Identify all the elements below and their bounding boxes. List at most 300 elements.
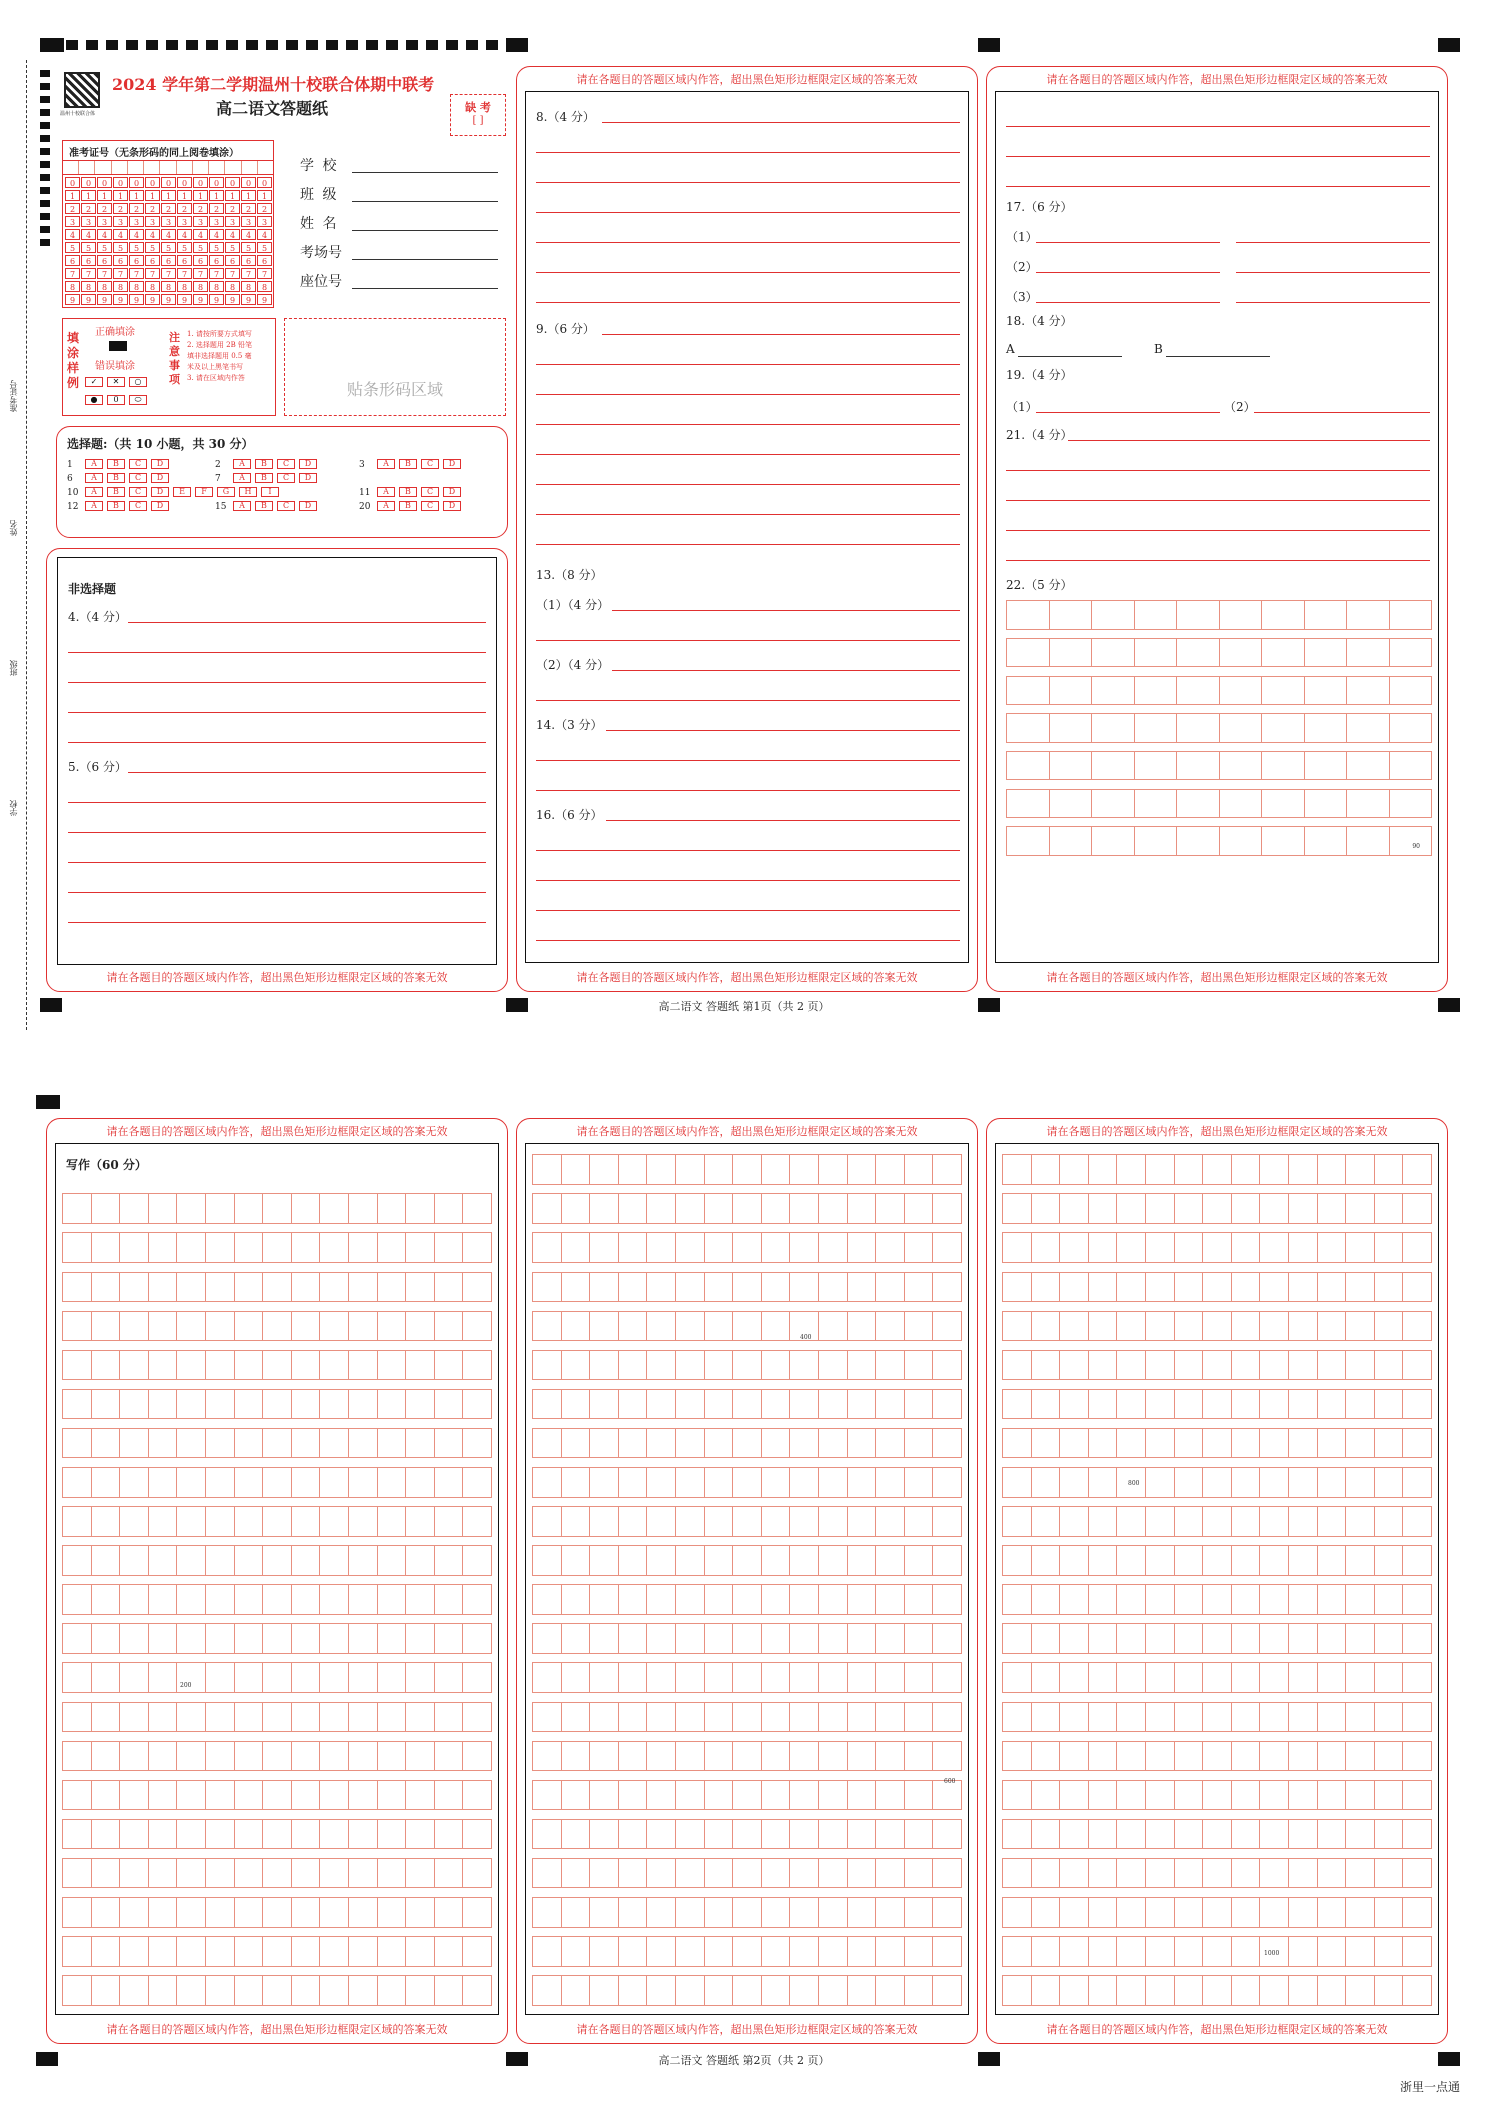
grid-cell[interactable]: [177, 1623, 206, 1653]
grid-cell[interactable]: [905, 1272, 934, 1302]
grid-cell[interactable]: [1032, 1232, 1061, 1262]
grid-cell[interactable]: [819, 1623, 848, 1653]
grid-cell[interactable]: [1175, 1819, 1204, 1849]
grid-cell[interactable]: [406, 1428, 435, 1458]
grid-cell[interactable]: [933, 1311, 962, 1341]
ticket-digit-bubble[interactable]: 6: [257, 255, 272, 266]
ticket-digit-bubble[interactable]: 5: [161, 242, 176, 253]
grid-cell[interactable]: [435, 1702, 464, 1732]
grid-cell[interactable]: [705, 1741, 734, 1771]
choice-option-bubble[interactable]: A: [233, 501, 251, 511]
grid-cell[interactable]: [1089, 1193, 1118, 1223]
grid-cell[interactable]: [177, 1936, 206, 1966]
ticket-digit-bubble[interactable]: 8: [97, 281, 112, 292]
ticket-digit-bubble[interactable]: 7: [113, 268, 128, 279]
grid-cell[interactable]: [1175, 1545, 1204, 1575]
grid-cell[interactable]: [378, 1272, 407, 1302]
grid-cell[interactable]: [619, 1506, 648, 1536]
choice-option-bubble[interactable]: H: [239, 487, 257, 497]
answer-line[interactable]: [536, 544, 960, 545]
grid-cell[interactable]: [1175, 1858, 1204, 1888]
grid-cell[interactable]: [705, 1350, 734, 1380]
grid-cell[interactable]: [1050, 600, 1093, 629]
grid-cell[interactable]: [705, 1975, 734, 2005]
choice-option-bubble[interactable]: A: [85, 473, 103, 483]
grid-cell[interactable]: [406, 1467, 435, 1497]
grid-cell[interactable]: [120, 1232, 149, 1262]
grid-cell[interactable]: [1146, 1545, 1175, 1575]
grid-cell[interactable]: [619, 1780, 648, 1810]
grid-cell[interactable]: [1375, 1272, 1404, 1302]
grid-cell[interactable]: [676, 1428, 705, 1458]
grid-cell[interactable]: [562, 1662, 591, 1692]
ticket-digit-bubble[interactable]: 7: [81, 268, 96, 279]
ticket-digit-bubble[interactable]: 2: [81, 203, 96, 214]
ticket-digit-bubble[interactable]: 3: [161, 216, 176, 227]
ticket-digit-bubble[interactable]: 0: [193, 177, 208, 188]
grid-cell[interactable]: [1346, 1389, 1375, 1419]
grid-cell[interactable]: [1232, 1389, 1261, 1419]
grid-cell[interactable]: [1175, 1702, 1204, 1732]
grid-cell[interactable]: [762, 1467, 791, 1497]
grid-cell[interactable]: [292, 1389, 321, 1419]
grid-cell[interactable]: [1060, 1467, 1089, 1497]
choice-option-bubble[interactable]: B: [399, 501, 417, 511]
grid-cell[interactable]: [647, 1858, 676, 1888]
grid-cell[interactable]: [647, 1193, 676, 1223]
grid-cell[interactable]: [1117, 1545, 1146, 1575]
grid-cell[interactable]: [1117, 1193, 1146, 1223]
grid-cell[interactable]: [406, 1272, 435, 1302]
grid-cell[interactable]: [92, 1311, 121, 1341]
grid-cell[interactable]: [819, 1741, 848, 1771]
grid-cell[interactable]: [92, 1623, 121, 1653]
grid-cell[interactable]: [876, 1741, 905, 1771]
grid-cell[interactable]: [349, 1193, 378, 1223]
grid-cell[interactable]: [292, 1858, 321, 1888]
grid-cell[interactable]: [1175, 1936, 1204, 1966]
grid-cell[interactable]: [1002, 1702, 1032, 1732]
ticket-digit-bubble[interactable]: 3: [193, 216, 208, 227]
grid-cell[interactable]: [905, 1975, 934, 2005]
grid-cell[interactable]: [676, 1154, 705, 1184]
grid-cell[interactable]: [1220, 676, 1263, 705]
grid-cell[interactable]: [532, 1467, 562, 1497]
grid-cell[interactable]: [1403, 1232, 1432, 1262]
grid-cell[interactable]: [1318, 1623, 1347, 1653]
grid-cell[interactable]: [435, 1428, 464, 1458]
grid-cell[interactable]: [1146, 1350, 1175, 1380]
grid-cell[interactable]: [590, 1936, 619, 1966]
grid-cell[interactable]: [1146, 1702, 1175, 1732]
grid-cell[interactable]: [92, 1780, 121, 1810]
grid-cell[interactable]: [933, 1623, 962, 1653]
grid-cell[interactable]: [532, 1311, 562, 1341]
grid-cell[interactable]: [1375, 1428, 1404, 1458]
grid-cell[interactable]: [619, 1467, 648, 1497]
grid-cell[interactable]: [1175, 1428, 1204, 1458]
grid-cell[interactable]: [1347, 638, 1390, 667]
grid-cell[interactable]: [1375, 1819, 1404, 1849]
grid-cell[interactable]: [933, 1936, 962, 1966]
grid-cell[interactable]: [676, 1975, 705, 2005]
grid-cell[interactable]: [1305, 600, 1348, 629]
grid-cell[interactable]: [263, 1897, 292, 1927]
grid-cell[interactable]: [1318, 1350, 1347, 1380]
grid-cell[interactable]: [1146, 1584, 1175, 1614]
grid-cell[interactable]: [1092, 789, 1135, 818]
grid-cell[interactable]: [1390, 676, 1433, 705]
grid-cell[interactable]: [1375, 1975, 1404, 2005]
answer-line[interactable]: [612, 610, 960, 611]
grid-cell[interactable]: [819, 1232, 848, 1262]
grid-cell[interactable]: [1135, 826, 1178, 855]
grid-cell[interactable]: [619, 1623, 648, 1653]
writing-grid[interactable]: [1002, 1150, 1432, 2010]
grid-cell[interactable]: [320, 1936, 349, 1966]
grid-cell[interactable]: [263, 1311, 292, 1341]
grid-cell[interactable]: [1117, 1897, 1146, 1927]
grid-cell[interactable]: [406, 1350, 435, 1380]
grid-cell[interactable]: [876, 1936, 905, 1966]
grid-cell[interactable]: [1060, 1897, 1089, 1927]
ticket-digit-bubble[interactable]: 0: [113, 177, 128, 188]
grid-cell[interactable]: [647, 1936, 676, 1966]
grid-cell[interactable]: [562, 1272, 591, 1302]
ticket-digit-bubble[interactable]: 4: [241, 229, 256, 240]
grid-cell[interactable]: [1262, 676, 1305, 705]
grid-cell[interactable]: [1232, 1858, 1261, 1888]
grid-cell[interactable]: [905, 1623, 934, 1653]
grid-cell[interactable]: [263, 1741, 292, 1771]
grid-cell[interactable]: [235, 1584, 264, 1614]
grid-cell[interactable]: [1032, 1154, 1061, 1184]
grid-cell[interactable]: [435, 1819, 464, 1849]
grid-cell[interactable]: [263, 1662, 292, 1692]
grid-cell[interactable]: [1060, 1975, 1089, 2005]
grid-cell[interactable]: [62, 1389, 92, 1419]
grid-cell[interactable]: [1346, 1897, 1375, 1927]
grid-cell[interactable]: [1002, 1506, 1032, 1536]
grid-cell[interactable]: [562, 1975, 591, 2005]
grid-cell[interactable]: [905, 1506, 934, 1536]
grid-cell[interactable]: [92, 1232, 121, 1262]
grid-cell[interactable]: [120, 1584, 149, 1614]
grid-cell[interactable]: [320, 1780, 349, 1810]
grid-cell[interactable]: [876, 1584, 905, 1614]
exam-room-field[interactable]: [352, 259, 498, 260]
grid-cell[interactable]: [619, 1154, 648, 1184]
grid-cell[interactable]: [933, 1232, 962, 1262]
grid-cell[interactable]: [235, 1819, 264, 1849]
grid-cell[interactable]: [933, 1858, 962, 1888]
grid-cell[interactable]: [406, 1936, 435, 1966]
grid-cell[interactable]: [647, 1506, 676, 1536]
answer-line[interactable]: [536, 640, 960, 641]
ticket-digit-bubble[interactable]: 5: [113, 242, 128, 253]
grid-cell[interactable]: [149, 1467, 178, 1497]
grid-cell[interactable]: [1032, 1819, 1061, 1849]
grid-cell[interactable]: [1177, 826, 1220, 855]
ticket-digit-bubble[interactable]: 4: [113, 229, 128, 240]
grid-cell[interactable]: [1203, 1936, 1232, 1966]
grid-cell[interactable]: [848, 1623, 877, 1653]
grid-cell[interactable]: [1346, 1272, 1375, 1302]
grid-cell[interactable]: [235, 1389, 264, 1419]
grid-cell[interactable]: [235, 1741, 264, 1771]
grid-cell[interactable]: [1002, 1662, 1032, 1692]
grid-cell[interactable]: [1232, 1272, 1261, 1302]
grid-cell[interactable]: [177, 1858, 206, 1888]
grid-cell[interactable]: [790, 1623, 819, 1653]
writing-grid[interactable]: [62, 1150, 492, 2010]
grid-cell[interactable]: [1346, 1154, 1375, 1184]
grid-cell[interactable]: [1375, 1467, 1404, 1497]
grid-cell[interactable]: [1289, 1154, 1318, 1184]
ticket-digit-bubble[interactable]: 4: [161, 229, 176, 240]
grid-cell[interactable]: [1318, 1467, 1347, 1497]
grid-cell[interactable]: [1375, 1584, 1404, 1614]
grid-cell[interactable]: [320, 1819, 349, 1849]
grid-cell[interactable]: [1403, 1193, 1432, 1223]
ticket-digit-bubble[interactable]: 8: [81, 281, 96, 292]
grid-cell[interactable]: [92, 1506, 121, 1536]
ticket-digit-bubble[interactable]: 0: [161, 177, 176, 188]
grid-cell[interactable]: [876, 1858, 905, 1888]
grid-cell[interactable]: [1346, 1506, 1375, 1536]
grid-cell[interactable]: [1203, 1584, 1232, 1614]
grid-cell[interactable]: [1117, 1819, 1146, 1849]
grid-cell[interactable]: [349, 1467, 378, 1497]
ticket-digit-bubble[interactable]: 3: [97, 216, 112, 227]
grid-cell[interactable]: [647, 1819, 676, 1849]
grid-cell[interactable]: [62, 1350, 92, 1380]
grid-cell[interactable]: [320, 1193, 349, 1223]
grid-cell[interactable]: [1117, 1975, 1146, 2005]
grid-cell[interactable]: [790, 1819, 819, 1849]
grid-cell[interactable]: [1050, 751, 1093, 780]
grid-cell[interactable]: [705, 1545, 734, 1575]
answer-line[interactable]: [68, 652, 486, 653]
grid-cell[interactable]: [705, 1662, 734, 1692]
ticket-digit-bubble[interactable]: 2: [113, 203, 128, 214]
grid-cell[interactable]: [619, 1897, 648, 1927]
grid-cell[interactable]: [876, 1662, 905, 1692]
grid-cell[interactable]: [320, 1623, 349, 1653]
grid-cell[interactable]: [1346, 1741, 1375, 1771]
grid-cell[interactable]: [762, 1936, 791, 1966]
grid-cell[interactable]: [235, 1897, 264, 1927]
grid-cell[interactable]: [562, 1936, 591, 1966]
grid-cell[interactable]: [320, 1897, 349, 1927]
grid-cell[interactable]: [762, 1702, 791, 1732]
grid-cell[interactable]: [149, 1311, 178, 1341]
grid-cell[interactable]: [435, 1584, 464, 1614]
grid-cell[interactable]: [1260, 1506, 1289, 1536]
grid-cell[interactable]: [1375, 1936, 1404, 1966]
grid-cell[interactable]: [532, 1623, 562, 1653]
grid-cell[interactable]: [1203, 1467, 1232, 1497]
grid-cell[interactable]: [705, 1897, 734, 1927]
grid-cell[interactable]: [1117, 1272, 1146, 1302]
answer-line[interactable]: [536, 790, 960, 791]
ticket-digit-bubble[interactable]: 3: [257, 216, 272, 227]
grid-cell[interactable]: [292, 1311, 321, 1341]
grid-cell[interactable]: [1232, 1936, 1261, 1966]
ticket-digit-bubble[interactable]: 2: [193, 203, 208, 214]
grid-cell[interactable]: [120, 1897, 149, 1927]
grid-cell[interactable]: [92, 1193, 121, 1223]
grid-cell[interactable]: [1289, 1506, 1318, 1536]
grid-cell[interactable]: [1117, 1702, 1146, 1732]
grid-cell[interactable]: [762, 1272, 791, 1302]
grid-cell[interactable]: [463, 1506, 492, 1536]
grid-cell[interactable]: [1260, 1662, 1289, 1692]
grid-cell[interactable]: [120, 1428, 149, 1458]
grid-cell[interactable]: [1260, 1545, 1289, 1575]
ticket-digit-bubble[interactable]: 1: [113, 190, 128, 201]
grid-cell[interactable]: [1289, 1702, 1318, 1732]
grid-cell[interactable]: [62, 1858, 92, 1888]
grid-cell[interactable]: [590, 1428, 619, 1458]
grid-cell[interactable]: [905, 1584, 934, 1614]
grid-cell[interactable]: [1175, 1311, 1204, 1341]
ticket-digit-bubble[interactable]: 9: [225, 294, 240, 305]
grid-cell[interactable]: [320, 1858, 349, 1888]
grid-cell[interactable]: [590, 1506, 619, 1536]
grid-cell[interactable]: [762, 1232, 791, 1262]
choice-option-bubble[interactable]: D: [443, 459, 461, 469]
grid-cell[interactable]: [463, 1428, 492, 1458]
grid-cell[interactable]: [933, 1154, 962, 1184]
answer-line[interactable]: [536, 182, 960, 183]
choice-option-bubble[interactable]: B: [255, 459, 273, 469]
grid-cell[interactable]: [320, 1975, 349, 2005]
grid-cell[interactable]: [933, 1193, 962, 1223]
grid-cell[interactable]: [177, 1819, 206, 1849]
grid-cell[interactable]: [619, 1975, 648, 2005]
grid-cell[interactable]: [292, 1702, 321, 1732]
grid-cell[interactable]: [1175, 1741, 1204, 1771]
grid-cell[interactable]: [378, 1897, 407, 1927]
grid-cell[interactable]: [1403, 1389, 1432, 1419]
grid-cell[interactable]: [876, 1623, 905, 1653]
grid-cell[interactable]: [933, 1975, 962, 2005]
grid-cell[interactable]: [1390, 600, 1433, 629]
grid-cell[interactable]: [562, 1623, 591, 1653]
grid-cell[interactable]: [1135, 638, 1178, 667]
grid-cell[interactable]: [733, 1897, 762, 1927]
answer-line[interactable]: [536, 364, 960, 365]
grid-cell[interactable]: [676, 1936, 705, 1966]
grid-cell[interactable]: [1346, 1428, 1375, 1458]
ticket-digit-bubble[interactable]: 7: [209, 268, 224, 279]
grid-cell[interactable]: [206, 1467, 235, 1497]
grid-cell[interactable]: [1318, 1428, 1347, 1458]
grid-cell[interactable]: [1262, 826, 1305, 855]
grid-cell[interactable]: [149, 1897, 178, 1927]
grid-cell[interactable]: [733, 1232, 762, 1262]
grid-cell[interactable]: [1002, 1897, 1032, 1927]
ticket-digit-bubble[interactable]: 1: [209, 190, 224, 201]
grid-cell[interactable]: [562, 1897, 591, 1927]
grid-cell[interactable]: [1346, 1467, 1375, 1497]
answer-line[interactable]: [1006, 186, 1430, 187]
grid-cell[interactable]: [1175, 1897, 1204, 1927]
choice-option-bubble[interactable]: B: [399, 459, 417, 469]
ticket-digit-bubble[interactable]: 7: [241, 268, 256, 279]
ticket-digit-bubble[interactable]: 9: [145, 294, 160, 305]
grid-cell[interactable]: [177, 1545, 206, 1575]
ticket-digit-bubble[interactable]: 0: [225, 177, 240, 188]
grid-cell[interactable]: [848, 1506, 877, 1536]
grid-cell[interactable]: [1060, 1623, 1089, 1653]
grid-cell[interactable]: [292, 1897, 321, 1927]
grid-cell[interactable]: [206, 1232, 235, 1262]
grid-cell[interactable]: [1146, 1467, 1175, 1497]
ticket-digit-bubble[interactable]: 4: [225, 229, 240, 240]
ticket-digit-bubble[interactable]: 6: [177, 255, 192, 266]
choice-option-bubble[interactable]: C: [129, 487, 147, 497]
grid-cell[interactable]: [1089, 1702, 1118, 1732]
grid-cell[interactable]: [705, 1780, 734, 1810]
grid-cell[interactable]: [876, 1428, 905, 1458]
grid-cell[interactable]: [676, 1702, 705, 1732]
grid-cell[interactable]: [406, 1311, 435, 1341]
grid-cell[interactable]: [819, 1780, 848, 1810]
grid-cell[interactable]: [848, 1819, 877, 1849]
grid-cell[interactable]: [1318, 1584, 1347, 1614]
grid-cell[interactable]: [532, 1741, 562, 1771]
grid-cell[interactable]: [647, 1154, 676, 1184]
grid-cell[interactable]: [263, 1428, 292, 1458]
ticket-digit-bubble[interactable]: 9: [113, 294, 128, 305]
grid-cell[interactable]: [1203, 1428, 1232, 1458]
grid-cell[interactable]: [733, 1858, 762, 1888]
grid-cell[interactable]: [92, 1467, 121, 1497]
grid-cell[interactable]: [320, 1350, 349, 1380]
grid-cell[interactable]: [1146, 1819, 1175, 1849]
grid-cell[interactable]: [933, 1545, 962, 1575]
grid-cell[interactable]: [647, 1428, 676, 1458]
grid-cell[interactable]: [1002, 1819, 1032, 1849]
grid-cell[interactable]: [320, 1467, 349, 1497]
ticket-digit-bubble[interactable]: 5: [225, 242, 240, 253]
grid-cell[interactable]: [1089, 1389, 1118, 1419]
grid-cell[interactable]: [790, 1428, 819, 1458]
grid-cell[interactable]: [1232, 1975, 1261, 2005]
grid-cell[interactable]: [1220, 751, 1263, 780]
answer-line[interactable]: [68, 802, 486, 803]
ticket-digit-bubble[interactable]: 2: [129, 203, 144, 214]
ticket-digit-bubble[interactable]: 5: [193, 242, 208, 253]
grid-cell[interactable]: [92, 1936, 121, 1966]
choice-option-bubble[interactable]: A: [377, 501, 395, 511]
ticket-digit-bubble[interactable]: 8: [225, 281, 240, 292]
grid-cell[interactable]: [790, 1272, 819, 1302]
grid-cell[interactable]: [1117, 1741, 1146, 1771]
grid-cell[interactable]: [790, 1780, 819, 1810]
grid-cell[interactable]: [532, 1780, 562, 1810]
grid-cell[interactable]: [1002, 1193, 1032, 1223]
grid-cell[interactable]: [905, 1389, 934, 1419]
grid-cell[interactable]: [1146, 1936, 1175, 1966]
grid-cell[interactable]: [1177, 789, 1220, 818]
grid-cell[interactable]: [1002, 1623, 1032, 1653]
grid-cell[interactable]: [1346, 1232, 1375, 1262]
grid-cell[interactable]: [1032, 1350, 1061, 1380]
grid-cell[interactable]: [378, 1702, 407, 1732]
